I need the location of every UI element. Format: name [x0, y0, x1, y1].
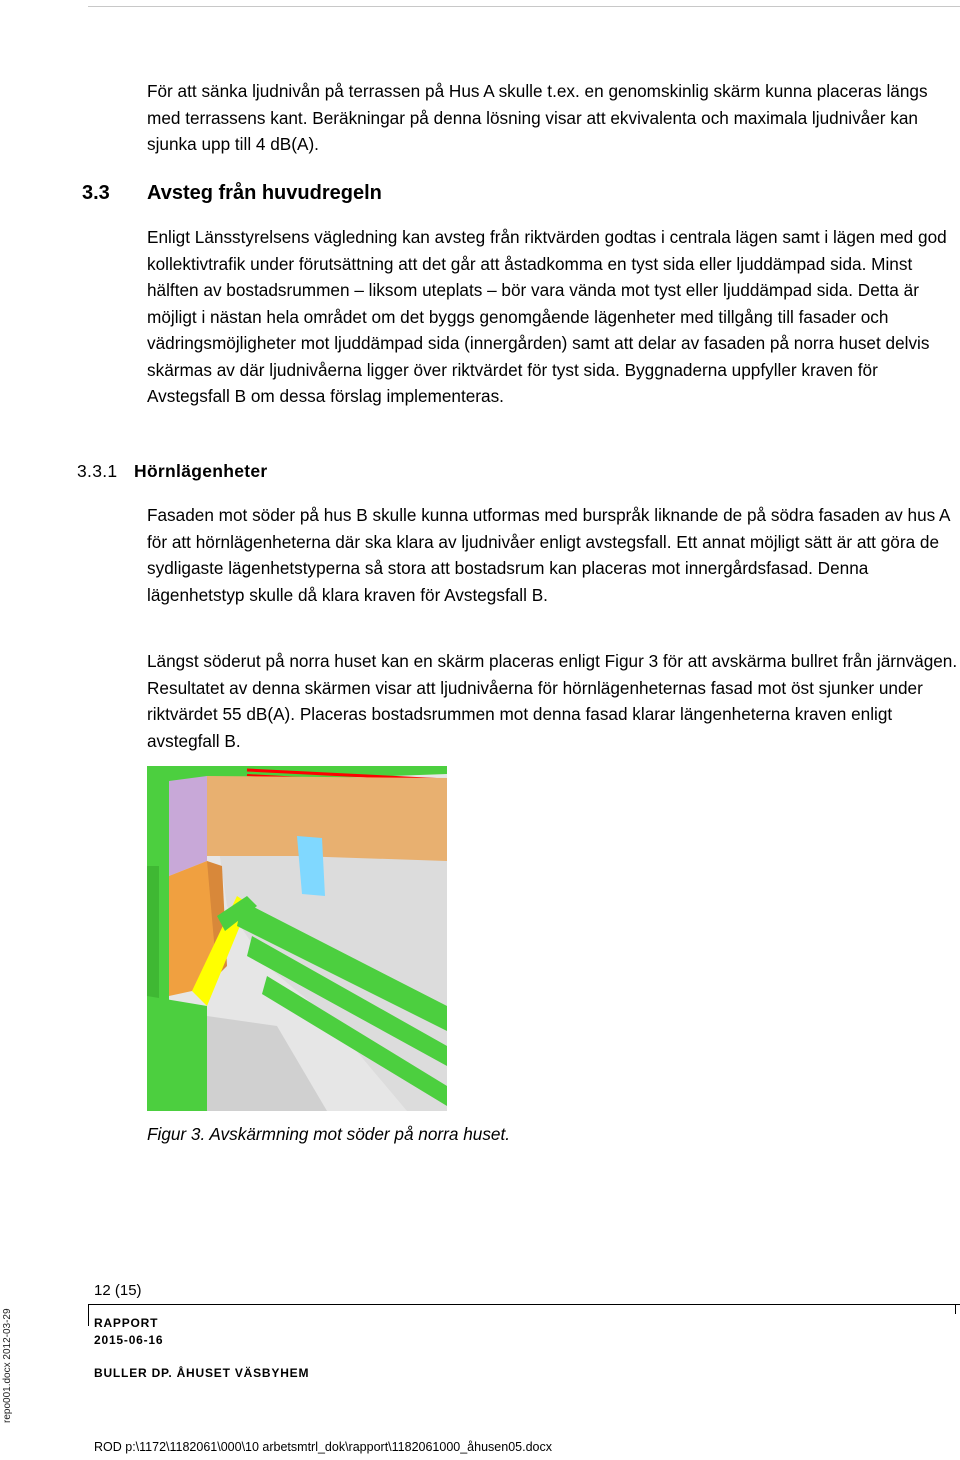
page-number: 12 (15) [94, 1282, 142, 1299]
subsection-paragraph-2: Längst söderut på norra huset kan en skärm placeras enligt Figur 3 för att avskärma bullret från järnvägen. Resultatet av denna skärmen visar att ljudnivåerna för hörnlägenheternas fasad mot öst sjunker under riktvärdet 55 dB(A). Placeras bostadsrummen mot denna fasad klarar längenheterna kraven enligt avstegfall B. [147, 651, 958, 751]
footer-doc-type: RAPPORT [94, 1316, 159, 1330]
figure-violet-wall [169, 776, 207, 876]
footer-project: BULLER DP. ÅHUSET VÄSBYHEM [94, 1366, 310, 1380]
intro-paragraph: För att sänka ljudnivån på terrassen på Hus A skulle t.ex. en genomskinlig skärm kunna placeras längs med terrassens kant. Beräkningar på denna lösning visar att ekvivalenta och maximala ljudnivåer kan sjunka upp till 4 dB(A). [147, 81, 928, 154]
side-template-note: repo001.docx 2012-03-29 [2, 1308, 13, 1423]
section-heading [82, 182, 382, 205]
figure-green-lower [147, 996, 207, 1111]
subsection-paragraph-1: Fasaden mot söder på hus B skulle kunna utformas med burspråk liknande de på södra fasaden av hus A för att hörnlägenheterna där ska klara av ljudnivåer enligt avstegsfall. Ett annat möjligt sätt är att göra de sydligaste lägenhetstyperna så stora att bostadsrum kan placeras mot innergårdsfasad. Denna lägenhetstyp skulle då klara kraven för Avstegsfall B. [147, 505, 950, 605]
figure-green-left-top [147, 766, 172, 826]
section-paragraph: Enligt Länsstyrelsens vägledning kan avsteg från riktvärden godtas i centrala lägen samt i lägen med god kollektivtrafik under förutsättning att det går att åstadkomma en tyst sida eller ljuddämpad sida. Minst hälften av bostadsrummen – liksom uteplats – bör vara vända mot tyst eller ljuddämpad sida. Detta är möjligt i nästan hela området om det byggs genomgående lägenheter med tillgång till fasader och vädringsmöjligheter mot ljuddämpad sida (innergården) samt att delar av fasaden på norra huset delvis skärmas av där ljudnivåerna ligger över riktvärdet för tyst sida. Byggnaderna uppfyller kraven för Avstegsfall B om dessa förslag implementeras. [147, 227, 947, 406]
figure-tan-roof [207, 776, 447, 861]
figure-3-image [147, 766, 447, 1111]
subsection-number: 3.3.1 [77, 461, 118, 481]
footer-date: 2015-06-16 [94, 1333, 164, 1347]
subsection-title: Hörnlägenheter [134, 461, 268, 481]
section-number: 3.3 [82, 182, 110, 204]
footer-rule-right [955, 1304, 956, 1314]
figure-caption: Figur 3. Avskärmning mot söder på norra huset. [147, 1124, 511, 1144]
footer-file-path: ROD p:\1172\1182061\000\10 arbetsmtrl_dok\rapport\1182061000_åhusen05.docx [94, 1440, 552, 1454]
header-rule [88, 6, 960, 7]
footer-rule [88, 1304, 960, 1305]
section-title: Avsteg från huvudregeln [147, 182, 382, 204]
footer-rule-left [88, 1304, 89, 1326]
subsection-heading [77, 461, 268, 482]
